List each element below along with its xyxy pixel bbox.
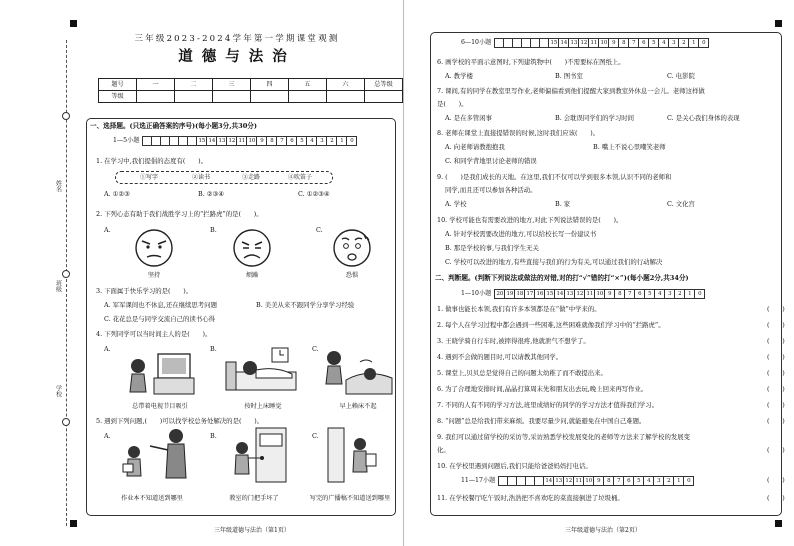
score-cell[interactable]: 9: [605, 290, 615, 299]
q7-option-c[interactable]: C. 是关心我们身体的表现: [667, 114, 740, 122]
score-cell[interactable]: 8: [619, 39, 629, 48]
going-to-bed-illustration: [220, 344, 306, 400]
page-footer: 三年级道德与法治（第2页）: [565, 527, 641, 534]
student-with-paper-illustration: [326, 426, 386, 486]
question-8: 8. 老师在课堂上直接提错误的时候,这时我们应该( )。: [437, 129, 600, 137]
score-cell[interactable]: 1: [674, 477, 684, 486]
binding-hole: [62, 418, 70, 426]
score-cell[interactable]: 0: [684, 477, 694, 486]
q1-option-a[interactable]: A. ①②③: [104, 190, 130, 198]
q2-letter[interactable]: C.: [316, 226, 323, 234]
judgment-4: 4. 遇到不会做的题目时,可以请教其他同学。: [437, 353, 563, 361]
score-cell[interactable]: 14: [560, 39, 568, 46]
q6-option-c[interactable]: C. 电影院: [667, 72, 695, 80]
page-footer: 三年级道德与法治（第1页）: [214, 527, 290, 534]
q1-option-c[interactable]: C. ①②③④: [298, 190, 330, 198]
blank-cell[interactable]: [499, 477, 508, 486]
q5-caption: 作业本不知道送到哪里: [121, 495, 183, 502]
score-cell[interactable]: 3: [669, 39, 679, 48]
staying-in-bed-illustration: [320, 344, 396, 400]
judgment-5: 5. 课堂上,贝贝总是觉得自己的问题太幼稚了而不敢提出来。: [437, 369, 607, 377]
q9-option-b[interactable]: B. 家: [555, 200, 571, 208]
blank-cell[interactable]: [143, 137, 152, 146]
judgment-2: 2. 每个人在学习过程中都会遇到一些困难,这些困难就像我们学习中的“拦路虎”。: [437, 321, 665, 329]
score-strip-label: 11—17小题: [461, 477, 496, 485]
score-header-cell: 六: [327, 79, 365, 91]
q1-item: ②读书: [192, 174, 211, 181]
score-cell[interactable]: 14: [545, 477, 553, 484]
judgment-7: 7. 不同的人有不同的学习方法,班里成绩好的同学的学习方法才值得我们学习。: [437, 401, 659, 409]
score-cell[interactable]: 0: [699, 39, 709, 48]
score-cell[interactable]: 19: [506, 290, 514, 297]
score-cell[interactable]: 4: [655, 290, 665, 299]
q1-option-b[interactable]: B. ②③④: [198, 190, 224, 198]
score-header-cell: 四: [251, 79, 289, 91]
score-cell[interactable]: 3: [665, 290, 675, 299]
score-strip-label: 6—10小题: [461, 39, 492, 47]
grade-cell[interactable]: [365, 91, 403, 103]
question-7: 7. 课间,有的同学在教室里写作业,老师偏偏看到他们提醒大家到教室外休息一会儿。老师这样做: [437, 87, 705, 95]
q7-option-b[interactable]: B. 会耽误同学们的学习时间: [555, 114, 635, 122]
score-cell[interactable]: 6: [639, 39, 649, 48]
q1-item: ①写字: [140, 174, 159, 181]
score-cell[interactable]: 10: [600, 39, 608, 46]
answer-paren[interactable]: ( ): [767, 446, 785, 454]
score-cell[interactable]: 11: [238, 137, 246, 144]
answer-paren[interactable]: ( ): [767, 337, 785, 345]
score-cell[interactable]: 6: [624, 477, 634, 486]
score-cell[interactable]: 15: [198, 137, 206, 144]
score-cell[interactable]: 4: [659, 39, 669, 48]
score-cell[interactable]: 9: [257, 137, 267, 146]
score-cell[interactable]: 6: [635, 290, 645, 299]
q8-option-c[interactable]: C. 和同学背地里讨论老师的错误: [445, 157, 537, 165]
score-cell[interactable]: 13: [566, 290, 574, 297]
question-2: 2. 下列心态有助于我们战胜学习上的“拦路虎”的是( )。: [96, 210, 263, 218]
judgment-11: 11. 在学校餐厅吃午饭时,浩浩把不喜欢吃的菜直接倒进了垃圾桶。: [437, 494, 624, 502]
score-cell[interactable]: 8: [604, 477, 614, 486]
blank-cell[interactable]: [504, 39, 513, 48]
score-cell[interactable]: 1: [337, 137, 347, 146]
grade-row-label: 等级: [99, 91, 137, 103]
answer-paren[interactable]: ( ): [767, 401, 785, 409]
score-cell[interactable]: 2: [327, 137, 337, 146]
tv-watching-illustration: [118, 344, 204, 400]
score-strip: [460, 476, 694, 486]
name-label: 姓名: [54, 180, 62, 192]
q2-caption: 烦躁: [245, 272, 259, 279]
school-label: 学校: [54, 385, 62, 397]
q4-caption: 按时上床睡觉: [244, 403, 282, 410]
q2-caption: 坚持: [147, 272, 161, 279]
score-cell[interactable]: 2: [675, 290, 685, 299]
answer-paren[interactable]: ( ): [767, 476, 785, 484]
score-cell[interactable]: 7: [625, 290, 635, 299]
score-cell[interactable]: 15: [550, 39, 558, 46]
score-header-cell: 一: [137, 79, 175, 91]
binding-margin: [4, 40, 70, 530]
score-cell[interactable]: 6: [287, 137, 297, 146]
registration-mark: [775, 520, 782, 527]
answer-paren[interactable]: ( ): [767, 385, 785, 393]
q4-letter[interactable]: A.: [104, 345, 111, 353]
score-cell[interactable]: 15: [546, 290, 554, 297]
blank-cell[interactable]: [495, 39, 504, 48]
q10-option-c[interactable]: C. 学校可以改进的地方,有些直接与我们的行为有关,可以通过我们的行动解决: [445, 258, 663, 266]
blank-cell[interactable]: [508, 477, 517, 486]
judgment-9-cont: 化。: [437, 446, 450, 454]
blank-cell[interactable]: [535, 477, 544, 486]
score-header-cell: 总等级: [365, 79, 403, 91]
score-cell[interactable]: 16: [536, 290, 544, 297]
score-cell[interactable]: 8: [267, 137, 277, 146]
score-cell[interactable]: 5: [634, 477, 644, 486]
score-cell[interactable]: 1: [685, 290, 695, 299]
score-cell[interactable]: 13: [218, 137, 226, 144]
q6-option-b[interactable]: B. 图书室: [555, 72, 583, 80]
blank-cell[interactable]: [540, 39, 549, 48]
score-cell[interactable]: 12: [565, 477, 573, 484]
score-strip: [460, 38, 709, 48]
score-cell[interactable]: 14: [556, 290, 564, 297]
exam-page-2: [405, 0, 794, 546]
q9-option-c[interactable]: C. 文化宫: [667, 200, 695, 208]
q3-option-a[interactable]: A. 军军课间也不休息,还在继续思考问题: [104, 301, 217, 309]
score-cell[interactable]: 7: [277, 137, 287, 146]
registration-mark: [70, 520, 77, 527]
score-cell[interactable]: 9: [594, 477, 604, 486]
q2-letter[interactable]: B.: [210, 226, 217, 234]
answer-paren[interactable]: ( ): [767, 494, 785, 502]
answer-paren[interactable]: ( ): [767, 353, 785, 361]
score-cell[interactable]: 10: [596, 290, 604, 297]
question-4: 4. 下列同学可以当时间主人的是( )。: [96, 330, 212, 338]
q4-letter[interactable]: B.: [210, 345, 217, 353]
score-header-cell: 三: [213, 79, 251, 91]
score-cell[interactable]: 0: [347, 137, 357, 146]
q5-caption: 写完的广播稿不知道送到哪里: [309, 495, 391, 502]
score-cell[interactable]: 1: [689, 39, 699, 48]
score-cell[interactable]: 5: [297, 137, 307, 146]
question-5: 5. 遇到下列问题,( )可以找学校总务处解决的是( )。: [96, 417, 264, 425]
class-label: 班级: [54, 280, 62, 292]
score-cell[interactable]: 11: [586, 290, 594, 297]
score-cell[interactable]: 9: [609, 39, 619, 48]
grade-cell[interactable]: [289, 91, 327, 103]
teacher-and-student-illustration: [120, 426, 200, 486]
binding-hole: [62, 270, 70, 278]
answer-paren[interactable]: ( ): [767, 369, 785, 377]
score-cell[interactable]: 11: [575, 477, 583, 484]
question-10: 10. 学校可能也有需要改进的地方,对此下列说法错误的是( )。: [437, 216, 623, 224]
score-cell[interactable]: 14: [208, 137, 216, 144]
grade-cell[interactable]: [137, 91, 175, 103]
score-cell[interactable]: 17: [526, 290, 534, 297]
registration-mark: [70, 20, 77, 27]
score-header-cell: 题号: [99, 79, 137, 91]
score-strip-label: 1—5小题: [113, 137, 140, 145]
score-strip: [460, 289, 705, 299]
q5-letter[interactable]: A.: [104, 432, 111, 440]
q4-letter[interactable]: C.: [312, 345, 319, 353]
score-cell[interactable]: 11: [590, 39, 598, 46]
q5-letter[interactable]: B.: [210, 432, 217, 440]
blank-cell[interactable]: [513, 39, 522, 48]
answer-paren[interactable]: ( ): [767, 305, 785, 313]
question-9-cont: 同学,而且还可以参加各种活动。: [445, 186, 537, 194]
question-1: 1. 在学习中,我们提倡的态度有( )。: [96, 157, 208, 165]
q8-option-a[interactable]: A. 向老师请教抱抱我: [445, 143, 505, 151]
blank-cell[interactable]: [522, 39, 531, 48]
registration-mark: [775, 20, 782, 27]
score-strip-label: 1—10小题: [461, 290, 492, 298]
judgment-6: 6. 为了合理地安排时间,晶晶打算周末先和朋友出去玩,晚上回来再写作业。: [437, 385, 648, 393]
grade-cell[interactable]: [251, 91, 289, 103]
exam-title-subject: 道德与法治: [178, 48, 296, 65]
question-7-cont: 是( )。: [437, 100, 468, 108]
q3-option-b[interactable]: B. 美美从来不跟同学分享学习经验: [256, 301, 355, 309]
q10-option-a[interactable]: A. 针对学校需要改进的地方,可以给校长写一份建议书: [445, 230, 597, 238]
q4-caption: 总带着电视节目吸引: [132, 403, 188, 410]
q1-item: ④吹笛子: [288, 174, 313, 181]
score-table: [98, 78, 403, 103]
score-cell[interactable]: 5: [649, 39, 659, 48]
blank-cell[interactable]: [161, 137, 170, 146]
section-choice-heading: 一、选择题。(只选正确答案的序号)(每小题3分,共30分): [90, 122, 258, 130]
score-cell[interactable]: 18: [516, 290, 524, 297]
score-cell[interactable]: 2: [664, 477, 674, 486]
question-6: 6. 画学校的平面示意图时,下列建筑物中( )不需要标在图纸上。: [437, 58, 625, 66]
q1-option-box: [115, 171, 333, 184]
question-3: 3. 下面属于快乐学习的是( )。: [96, 287, 193, 295]
score-header-cell: 五: [289, 79, 327, 91]
score-cell[interactable]: 20: [496, 290, 504, 297]
fearful-face-icon: [330, 227, 374, 269]
score-cell[interactable]: 3: [317, 137, 327, 146]
section-judgment-heading: 二、判断题。(判断下列说法或做法的对错,对的打“√”错的打“×”)(每小题2分,共34分): [435, 274, 689, 282]
score-cell[interactable]: 13: [570, 39, 578, 46]
blank-cell[interactable]: [179, 137, 188, 146]
score-cell[interactable]: 10: [585, 477, 593, 484]
q5-letter[interactable]: C.: [312, 432, 319, 440]
q2-letter[interactable]: A.: [104, 226, 111, 234]
score-header-cell: 二: [175, 79, 213, 91]
score-cell[interactable]: 0: [695, 290, 705, 299]
judgment-8: 8. “问题”总是给我们带来麻烦。我要尽量少问,就能避免在中国自己难题。: [437, 417, 646, 425]
q10-option-b[interactable]: B. 那是学校的事,与我们学生无关: [445, 244, 539, 252]
score-cell[interactable]: 5: [645, 290, 655, 299]
q2-caption: 恐惧: [345, 272, 359, 279]
annoyed-face-icon: [230, 227, 274, 269]
q8-option-b[interactable]: B. 嘴上不说心里嘲笑老师: [593, 143, 666, 151]
score-cell[interactable]: 10: [248, 137, 256, 144]
score-cell[interactable]: 7: [629, 39, 639, 48]
blank-cell[interactable]: [517, 477, 526, 486]
score-cell[interactable]: 4: [307, 137, 317, 146]
score-cell[interactable]: 8: [615, 290, 625, 299]
q4-caption: 早上赖床不起: [339, 403, 377, 410]
q1-item: ③走路: [242, 174, 261, 181]
q9-option-a[interactable]: A. 学校: [445, 200, 467, 208]
q6-option-a[interactable]: A. 教学楼: [445, 72, 473, 80]
blank-cell[interactable]: [152, 137, 161, 146]
judgment-10: 10. 在学校里遇到问题后,我们只能给爸爸妈妈打电话。: [437, 462, 592, 470]
grade-cell[interactable]: [175, 91, 213, 103]
score-cell[interactable]: 3: [654, 477, 664, 486]
broken-door-handle-illustration: [226, 426, 296, 486]
q5-caption: 教室的门把手坏了: [229, 495, 279, 502]
grade-cell[interactable]: [327, 91, 365, 103]
judgment-9: 9. 我们可以通过留学校的采访等,采访熟悉学校发展变化的老师等方法来了解学校的发展变: [437, 433, 691, 441]
question-9: 9. ( )是我们成长的天地。在这里,我们不仅可以学到很多本领,认识不同的老师和: [437, 173, 672, 181]
score-cell[interactable]: 2: [679, 39, 689, 48]
grade-cell[interactable]: [213, 91, 251, 103]
answer-paren[interactable]: ( ): [767, 417, 785, 425]
binding-hole: [62, 112, 70, 120]
score-cell[interactable]: 4: [644, 477, 654, 486]
answer-paren[interactable]: ( ): [767, 321, 785, 329]
score-cell[interactable]: 13: [555, 477, 563, 484]
blank-cell[interactable]: [531, 39, 540, 48]
blank-cell[interactable]: [170, 137, 179, 146]
score-cell[interactable]: 12: [228, 137, 236, 144]
judgment-1: 1. 做事也能长本领,我们有许多本领都是在“做”中学来的。: [437, 305, 601, 313]
score-cell[interactable]: 12: [580, 39, 588, 46]
score-cell[interactable]: 12: [576, 290, 584, 297]
determined-face-icon: [132, 227, 176, 269]
blank-cell[interactable]: [526, 477, 535, 486]
blank-cell[interactable]: [188, 137, 197, 146]
score-strip: [112, 136, 357, 146]
score-cell[interactable]: 7: [614, 477, 624, 486]
q7-option-a[interactable]: A. 是在多管闲事: [445, 114, 493, 122]
judgment-3: 3. 王晓学骑自行车时,被摔得很疼,他就泄气不想学了。: [437, 337, 590, 345]
exam-title-line1: 三年级2023-2024学年第一学期课堂观测: [134, 34, 340, 44]
q3-option-c[interactable]: C. 花花总是与同学交流自己的读书心得: [104, 315, 215, 323]
